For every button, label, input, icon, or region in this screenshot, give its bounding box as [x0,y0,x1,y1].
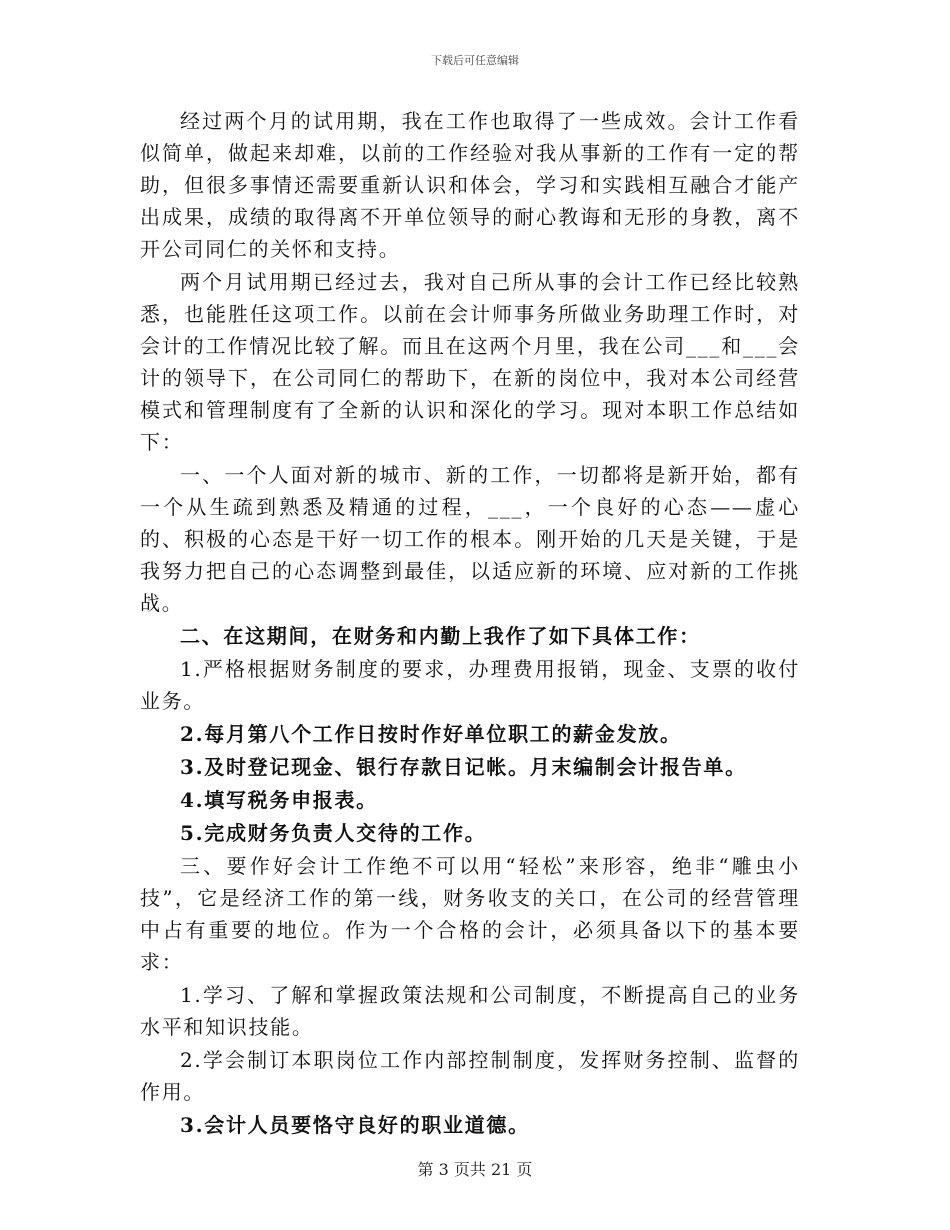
requirement-item-2: 2.学会制订本职岗位工作内部控制制度，发挥财务控制、监督的作用。 [140,1048,800,1104]
section-heading-2: 二、在这期间，在财务和内勤上我作了如下具体工作： [180,624,701,648]
paragraph-2: 两个月试用期已经过去，我对自己所从事的会计工作已经比较熟悉，也能胜任这项工作。以前在会计师事务所做业务助理工作时，对会计的工作情况比较了解。而且在这两个月里，我在公司___和___会计的领导下，在公司同仁的帮助下，在新的岗位中，我对本公司经营模式和管理制度有了全新的认识和深化的学习。现对本职工作总结如下： [140,270,800,454]
requirement-item-3: 3.会计人员要恪守良好的职业道德。 [180,1113,530,1137]
list-item-4: 4.填写税务申报表。 [180,788,378,812]
page-header: 下载后可任意编辑 [431,54,519,67]
requirement-item-1: 1.学习、了解和掌握政策法规和公司制度，不断提高自己的业务水平和知识技能。 [140,983,800,1039]
list-item-2: 2.每月第八个工作日按时作好单位职工的薪金发放。 [180,722,682,746]
paragraph-1: 经过两个月的试用期，我在工作也取得了一些成效。会计工作看似简单，做起来却难，以前的工作经验对我从事新的工作有一定的帮助，但很多事情还需要重新认识和体会，学习和实践相互融合才能产出成果，成绩的取得离不开单位领导的耐心教诲和无形的身教，离不开公司同仁的关怀和支持。 [140,109,800,261]
paragraph-section-3: 三、要作好会计工作绝不可以用“轻松”来形容，绝非“雕虫小技”，它是经济工作的第一线，财务收支的关口，在公司的经营管理中占有重要的地位。作为一个合格的会计，必须具备以下的基本要求： [140,854,800,974]
page-footer: 第 3 页共 21 页 [417,1160,533,1179]
list-item-3: 3.及时登记现金、银行存款日记帐。月末编制会计报告单。 [180,755,747,779]
document-body [140,105,800,1141]
list-item-5: 5.完成财务负责人交待的工作。 [180,821,487,845]
list-item-1: 1.严格根据财务制度的要求，办理费用报销，现金、支票的收付业务。 [140,657,800,713]
paragraph-3: 一、一个人面对新的城市、新的工作，一切都将是新开始，都有一个从生疏到熟悉及精通的过程，___，一个良好的心态——虚心的、积极的心态是干好一切工作的根本。刚开始的几天是关键，于是我努力把自己的心态调整到最佳，以适应新的环境、应对新的工作挑战。 [140,463,800,615]
